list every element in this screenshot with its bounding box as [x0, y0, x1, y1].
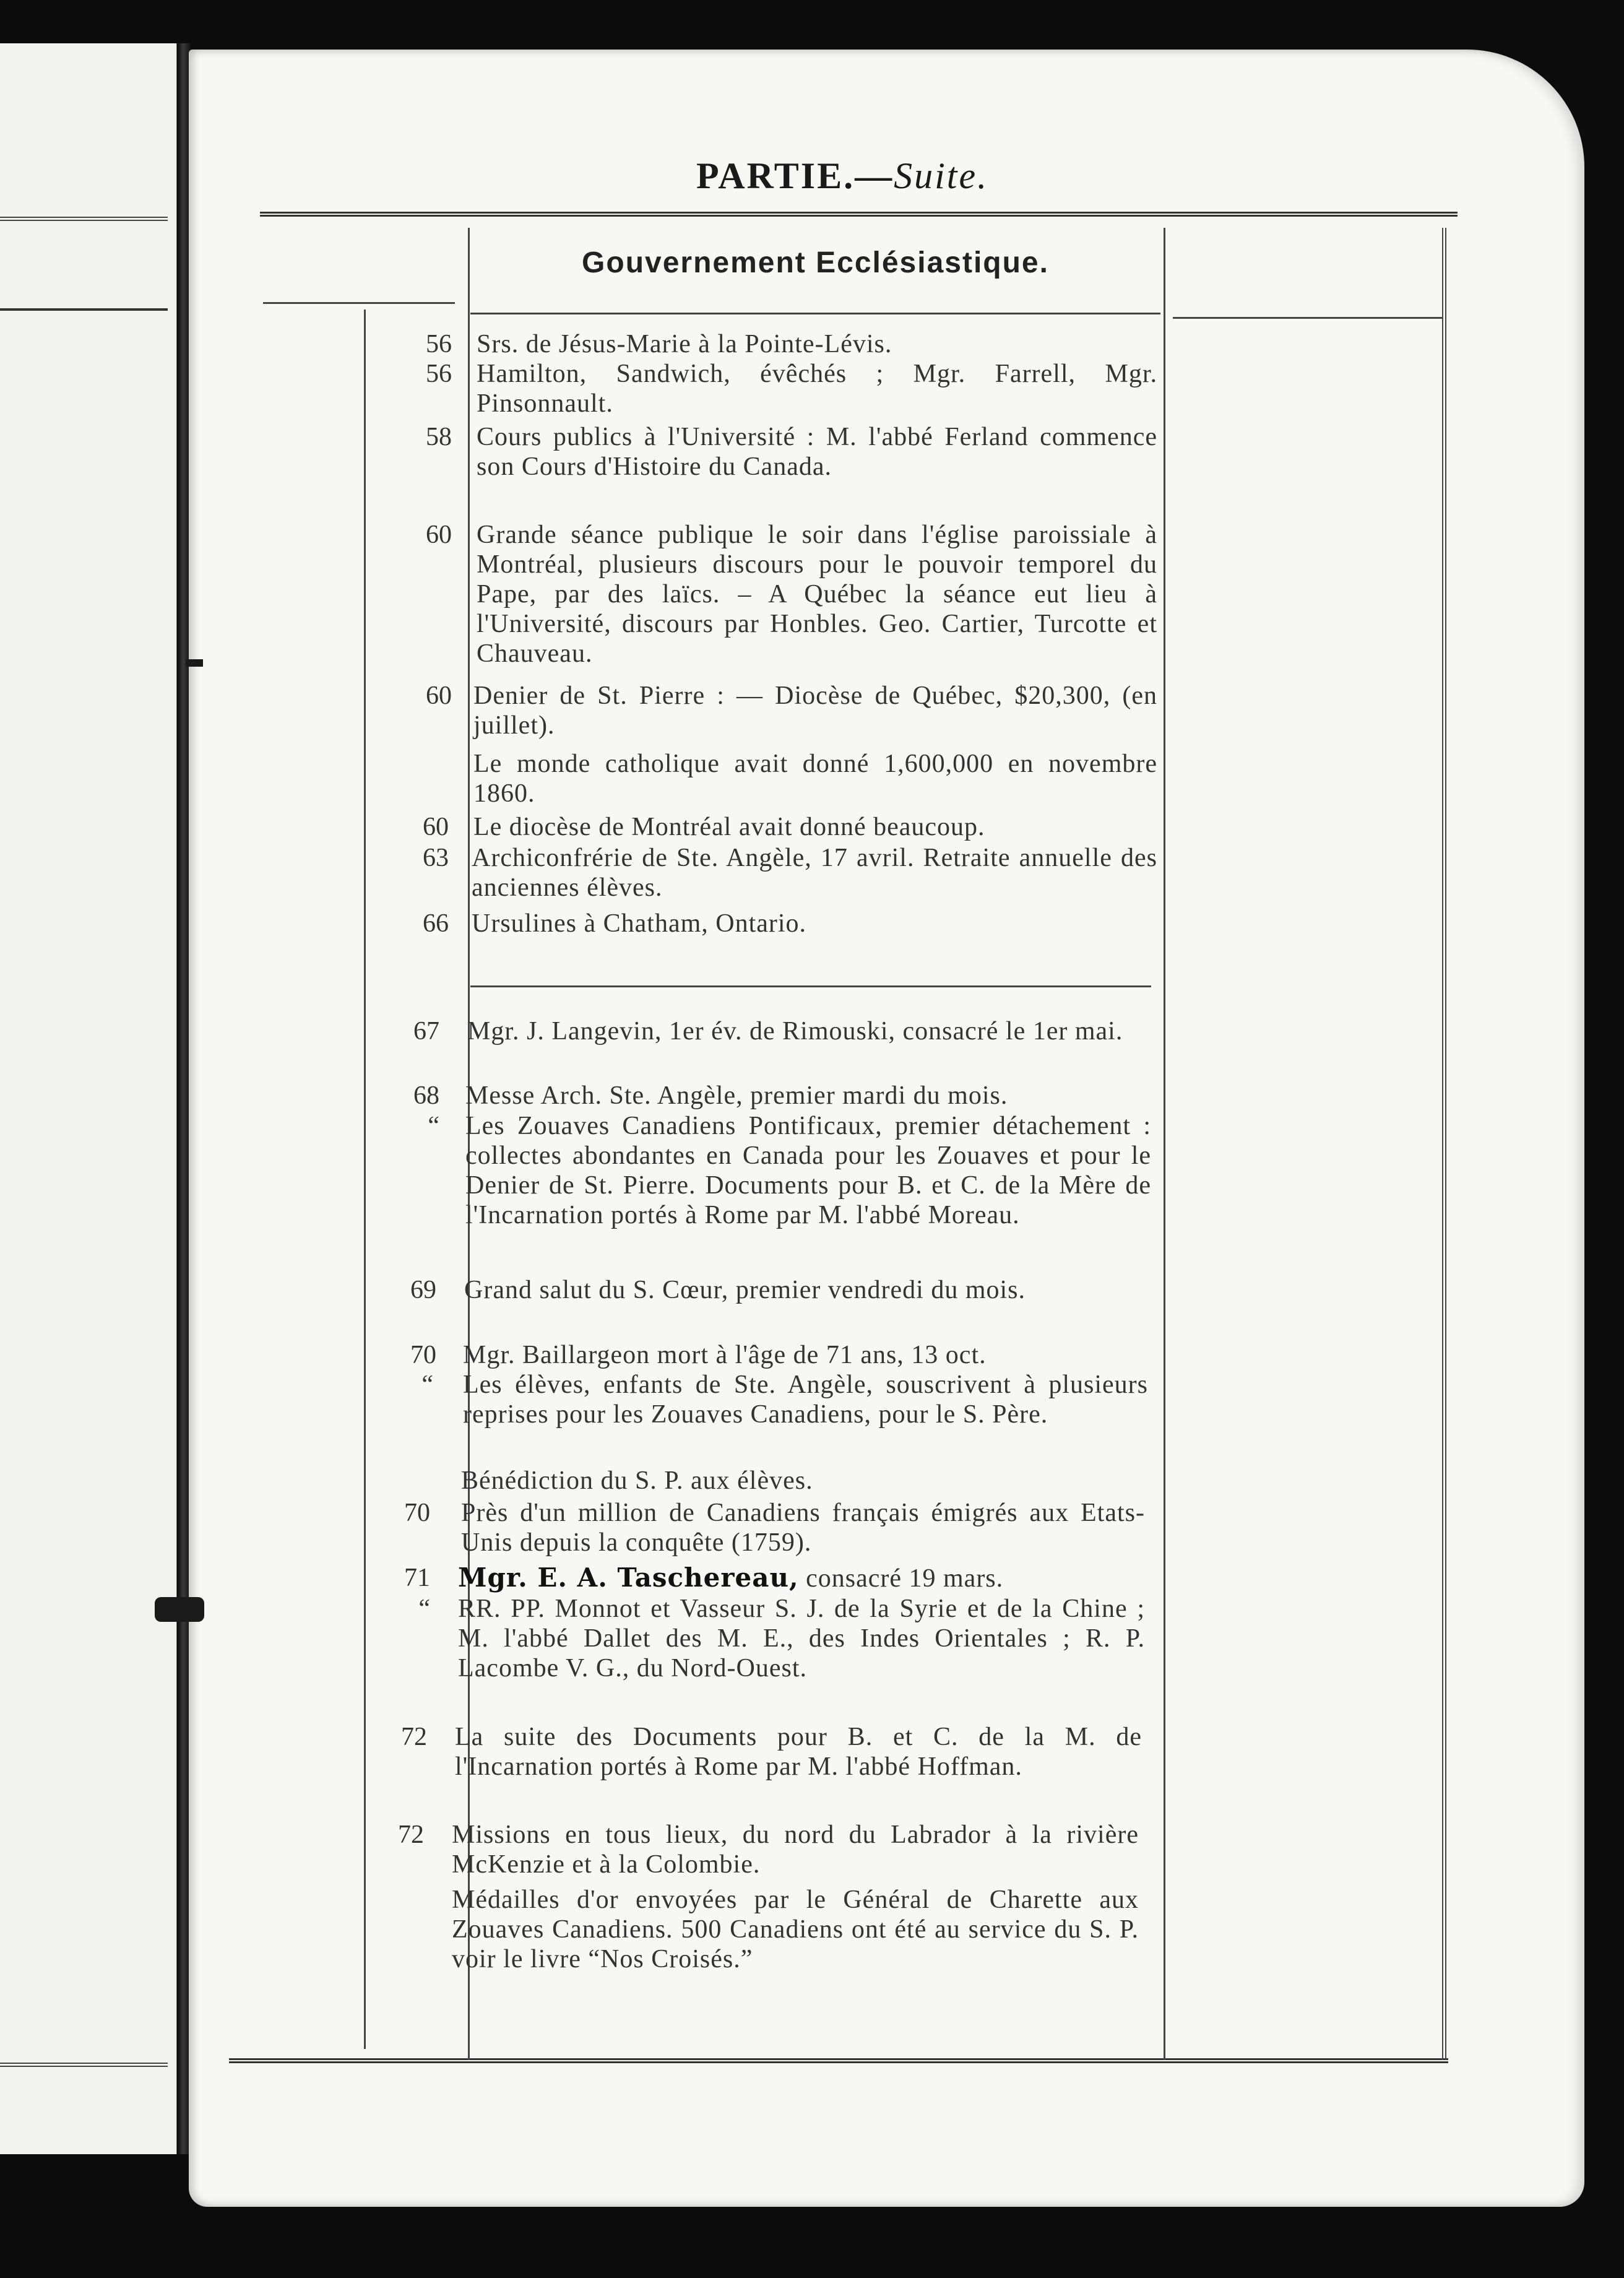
entry-number: 70 — [410, 1341, 436, 1369]
left-page-rule — [0, 2063, 168, 2067]
entry-number: 72 — [398, 1821, 424, 1849]
entry-number: 72 — [401, 1723, 427, 1751]
entry-text: Bénédiction du S. P. aux élèves. — [461, 1466, 813, 1495]
page-edge-mark — [155, 1597, 204, 1622]
entry-number: 60 — [426, 682, 452, 710]
entry-text: Cours publics à l'Université : M. l'abbé Ferland commence son Cours d'Histoire du Canada. — [477, 423, 1157, 481]
entry-number: “ — [428, 1112, 439, 1140]
entry-number: 58 — [426, 423, 452, 451]
entry-text: Le diocèse de Montréal avait donné beaucoup. — [473, 813, 985, 841]
entry-text: Les élèves, enfants de Ste. Angèle, souscrivent à plusieurs reprises pour les Zouaves Canadiens, pour le S. Père. — [463, 1371, 1148, 1429]
header-bottom-rule — [1173, 317, 1442, 319]
entry-text — [458, 1563, 1145, 1593]
entry-text: Ursulines à Chatham, Ontario. — [472, 909, 807, 938]
entry-number: 68 — [413, 1081, 439, 1110]
entry-text: Denier de St. Pierre : — Diocèse de Québec, $20,300, (en juillet). — [473, 682, 1157, 740]
table-right-border — [1442, 228, 1446, 2060]
header-bottom-rule — [263, 302, 455, 304]
entry-text: Médailles d'or envoyées par le Général de Charette aux Zouaves Canadiens. 500 Canadiens ont été au service du S. P. voir le livre “Nos Croisés.” — [452, 1886, 1139, 1973]
entry-text: Mgr. Baillargeon mort à l'âge de 71 ans, 13 oct. — [463, 1341, 987, 1369]
running-head-suite: Suite. — [894, 155, 989, 196]
column-divider — [1164, 228, 1165, 2060]
section-divider-rule — [470, 985, 1151, 987]
entry-text: Le monde catholique avait donné 1,600,000 en novembre 1860. — [473, 750, 1157, 808]
entry-number: “ — [418, 1595, 430, 1623]
running-head-title: PARTIE.— — [696, 155, 894, 196]
left-page-rule — [0, 217, 168, 221]
header-bottom-rule — [470, 313, 1160, 314]
left-page-rule — [0, 308, 168, 311]
entry-text: Mgr. J. Langevin, 1er év. de Rimouski, consacré le 1er mai. — [467, 1017, 1123, 1046]
entry-text: Missions en tous lieux, du nord du Labrador à la rivière McKenzie et à la Colombie. — [452, 1821, 1139, 1879]
left-page-fragment — [0, 43, 179, 2154]
entry-number: 60 — [423, 813, 449, 841]
entry-text: Srs. de Jésus-Marie à la Pointe-Lévis. — [477, 330, 892, 358]
entry-text: Près d'un million de Canadiens français émigrés aux Etats-Unis depuis la conquête (1759). — [461, 1499, 1145, 1557]
entry-number: 66 — [423, 909, 449, 938]
entry-number: 63 — [423, 844, 449, 872]
bold-name: Mgr. E. A. Taschereau, — [458, 1562, 799, 1593]
entry-text: RR. PP. Monnot et Vasseur S. J. de la Syrie et de la Chine ; M. l'abbé Dallet des M. E., des Indes Orientales ; R. P. Lacombe V. G., du Nord-Ouest. — [458, 1595, 1145, 1683]
entry-text: Les Zouaves Canadiens Pontificaux, premier détachement : collectes abondantes en Canada pour les Zouaves et pour le Denier de St. Pierre. Documents pour B. et C. de la Mère de l'Incarnation portés à Rome par M. l'abbé Moreau. — [465, 1112, 1151, 1229]
number-column-divider — [364, 310, 366, 2049]
table-top-rule — [260, 212, 1458, 217]
entry-number: “ — [421, 1371, 433, 1399]
page-edge-mark — [186, 659, 203, 667]
entry-number: 70 — [404, 1499, 430, 1527]
entry-number: 56 — [426, 360, 452, 388]
column-title: Gouvernement Ecclésiastique. — [582, 246, 1049, 279]
running-head — [696, 155, 988, 197]
entry-number: 60 — [426, 521, 452, 549]
table-bottom-rule — [229, 2058, 1448, 2063]
entry-text-rest: consacré 19 mars. — [798, 1564, 1004, 1593]
entry-number: 71 — [404, 1564, 430, 1592]
entry-text: Grand salut du S. Cœur, premier vendredi du mois. — [464, 1276, 1026, 1304]
entry-text: Grande séance publique le soir dans l'église paroissiale à Montréal, plusieurs discours pour le pouvoir temporel du Pape, par des laïcs. – A Québec la séance eut lieu à l'Université, discours par Honbles. Geo. Cartier, Turcotte et Chauveau. — [477, 521, 1157, 668]
entry-text: Hamilton, Sandwich, évêchés ; Mgr. Farrell, Mgr. Pinsonnault. — [477, 360, 1157, 418]
entry-number: 56 — [426, 330, 452, 358]
entry-text: La suite des Documents pour B. et C. de la M. de l'Incarnation portés à Rome par M. l'abbé Hoffman. — [455, 1723, 1142, 1781]
entry-number: 67 — [413, 1017, 439, 1046]
entry-text: Archiconfrérie de Ste. Angèle, 17 avril. Retraite annuelle des anciennes élèves. — [472, 844, 1157, 902]
entry-number: 69 — [410, 1276, 436, 1304]
entry-text: Messe Arch. Ste. Angèle, premier mardi du mois. — [465, 1081, 1008, 1110]
